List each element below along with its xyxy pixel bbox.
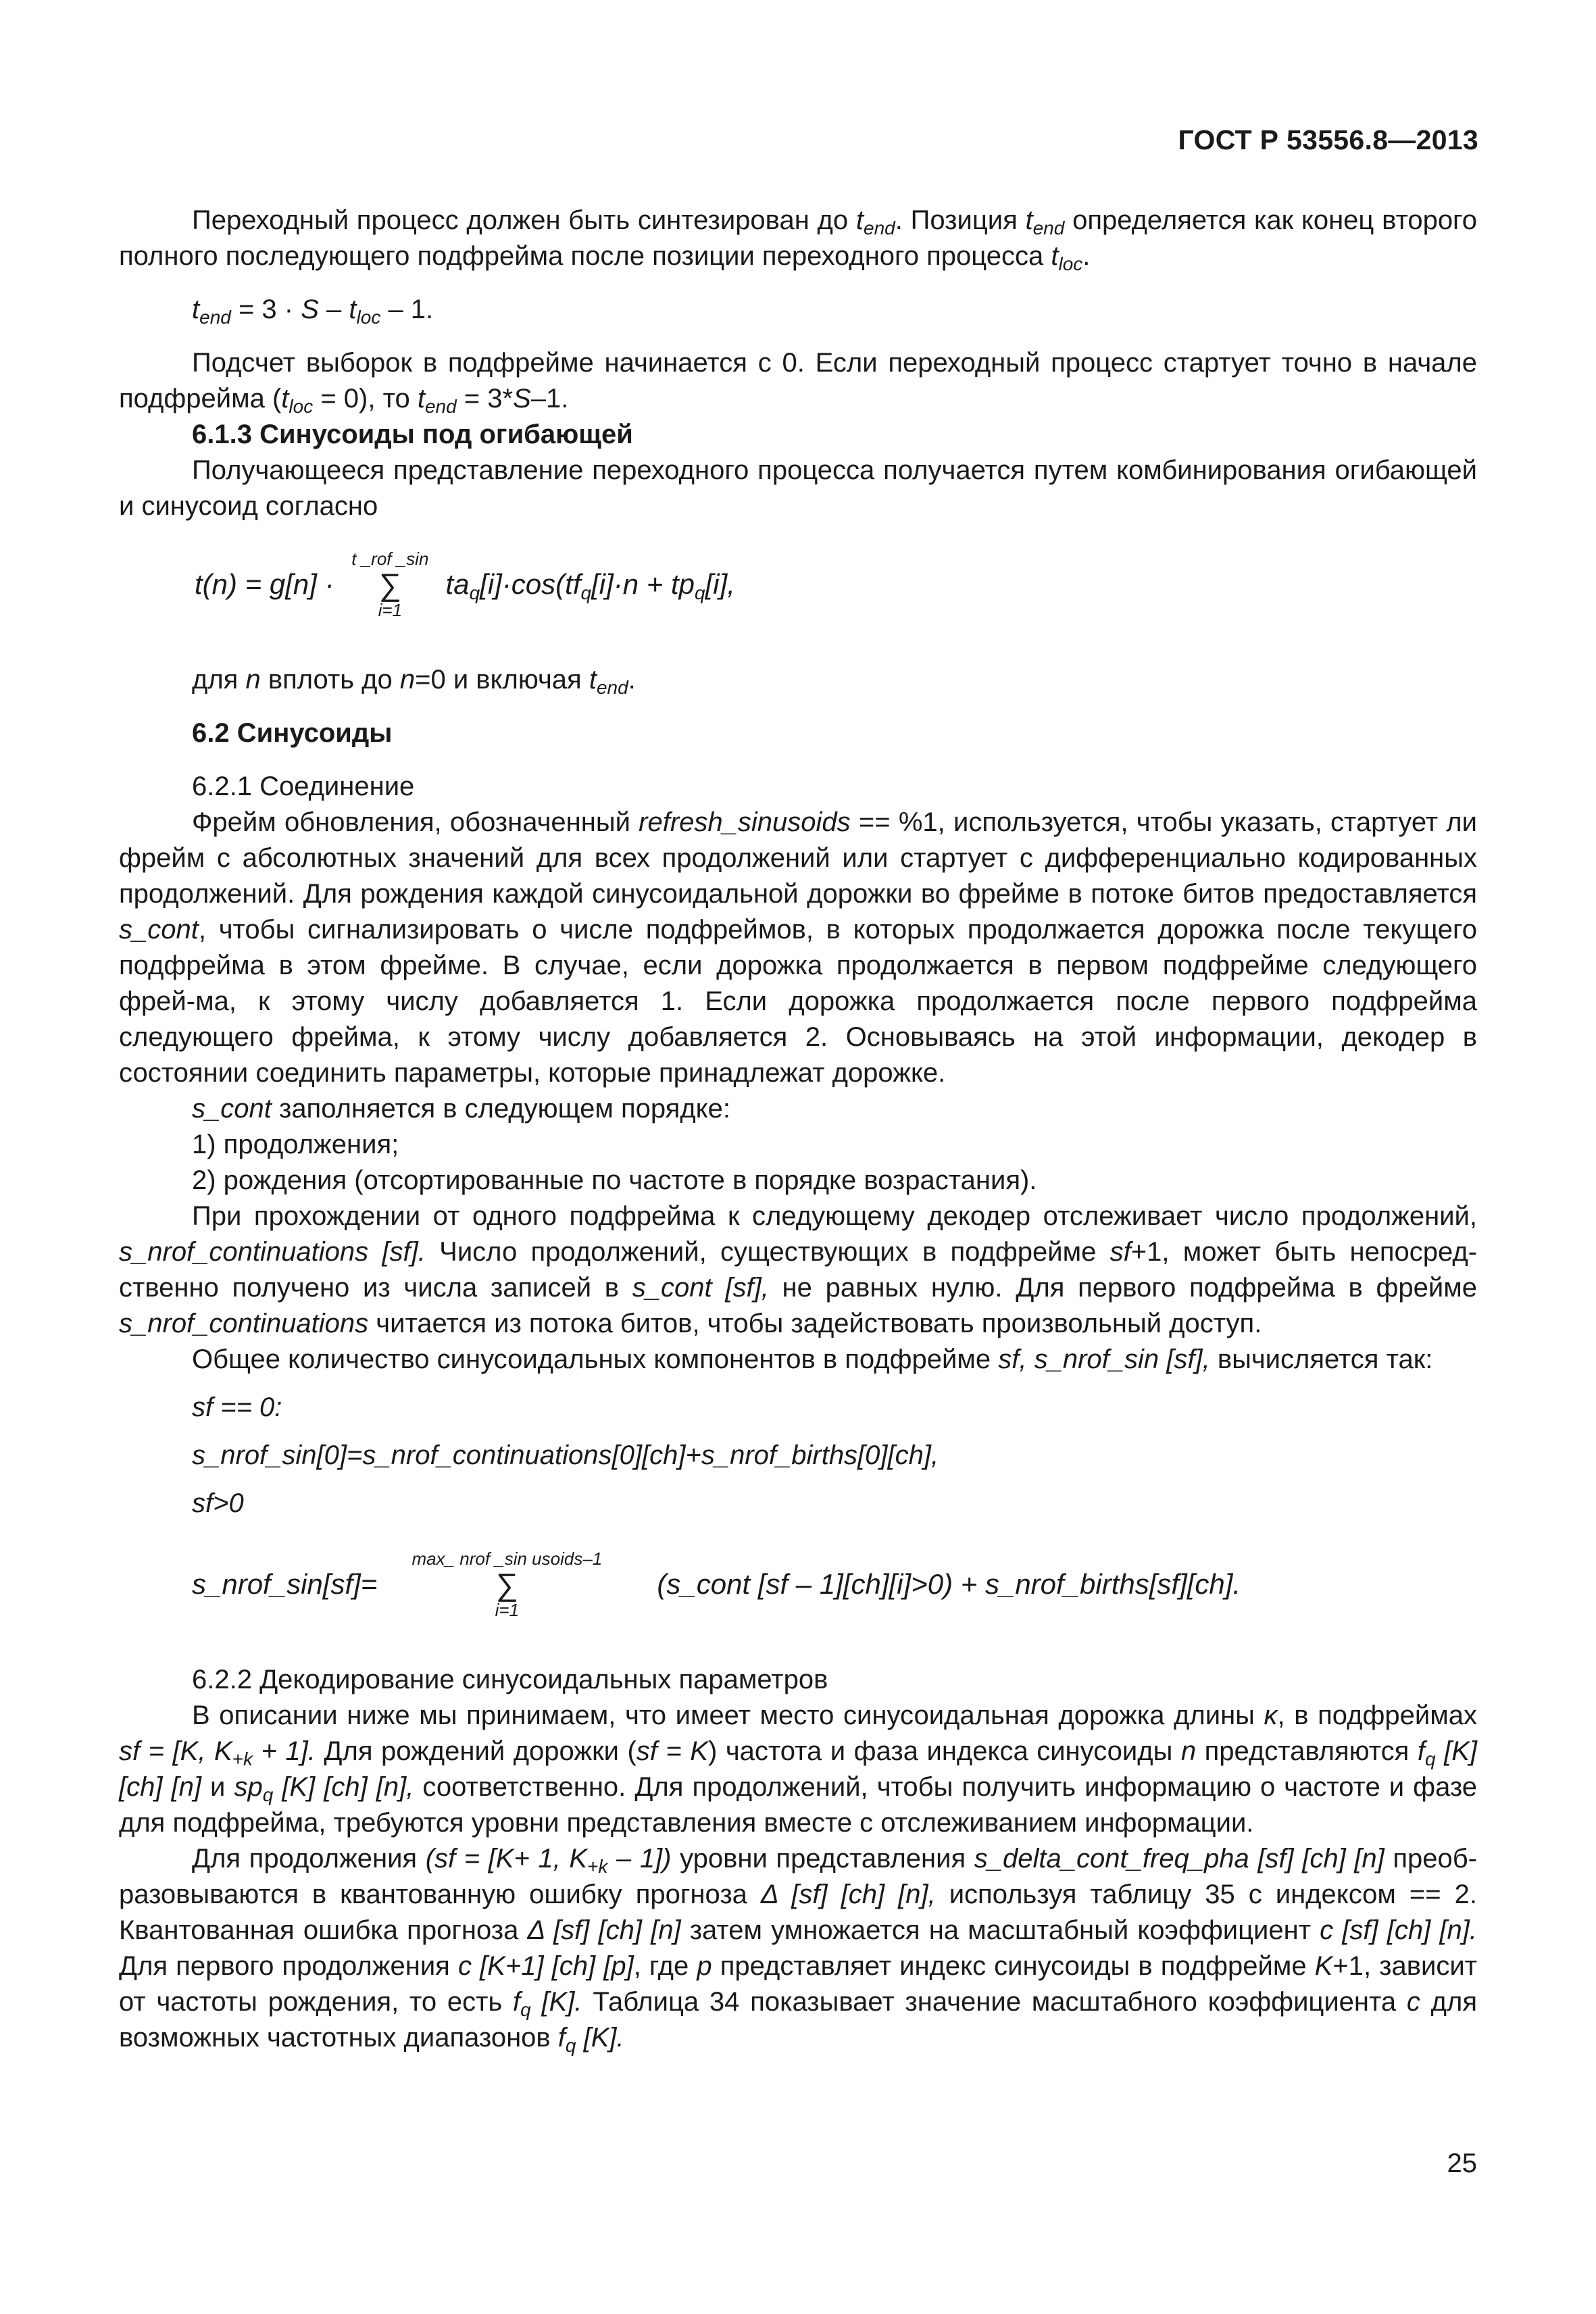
heading-6-1-3: 6.1.3 Синусоиды под огибающей	[192, 420, 633, 449]
paragraph-continuation-decoding: Для продолжения (sf = [K+ 1, $K_{+k} - 1$]) уровни представления s_delta_cont_freq_pha [sf] [ch] [n] преоб-разовываются в квантованную ошибку прогноза Δ [sf] [ch] [n], используя таблицу 35 с индексом == 2. Квантованная ошибка прогноза Δ [sf] [ch] [n] затем умножается на масштабный коэффициент c [sf] [ch] [n]. Для первого продолжения c [K+1] [ch] [p], где p представляет индекс синусоиды в подфрейме K+1, зависит от частоты рождения, то есть $f_q$ [K]. Таблица 34 показывает значение масштабного коэффициента c для возможных частотных диапазонов $f_q$ [K].	[119, 1844, 1478, 2056]
list-item-continuations: 1) продолжения;	[192, 1130, 399, 1159]
paragraph-sinusoid-track: В описании ниже мы принимаем, что имеет место синусоидальная дорожка длины κ, в подфреймах sf = [K, $K_{+k} + 1$]. Для рождений дорожки (sf = K) частота и фаза индекса синусоиды n представляются $f_q$ [K] [ch] [n] и $sp_q$ [K] [ch] [n], соответственно. Для продолжений, чтобы получить информацию о частоте и фазе для подфрейма, требуются уровни представления вместе с отслеживанием информации.	[119, 1701, 1478, 1838]
equation-sf-zero: sf == 0:	[192, 1392, 282, 1422]
document-header: ГОСТ Р 53556.8—2013	[1178, 124, 1478, 155]
page-number: 25	[1447, 2148, 1477, 2178]
formula-nrof-sin: s_nrof_sin[sf]= max_ nrof _sin usoids–1 ∑ i=1 (s_cont [sf – 1][ch][i]>0) + s_nrof_births[sf][ch].	[192, 1549, 1241, 1620]
paragraph-envelope-combination: Получающееся представление переходного процесса получается путем комбинирования огибающей и синусоид согласно	[119, 455, 1477, 521]
equation-sf-positive: sf>0	[192, 1488, 244, 1518]
heading-6-2-1: 6.2.1 Соединение	[192, 772, 415, 801]
summation-symbol: t _rof _sin ∑ i=1	[351, 549, 429, 620]
formula-transient: t(n) = g[n] · t _rof _sin ∑ i=1 $ta_q[i]\cdot\cos(tf_q[i]\cdot n + tp_q[i]$,	[195, 549, 735, 620]
document-body	[119, 203, 1477, 2056]
paragraph-s-cont-order: s_cont заполняется в следующем порядке:	[192, 1094, 730, 1124]
heading-6-2: 6.2 Синусоиды	[192, 718, 393, 748]
paragraph-refresh-frame: Фрейм обновления, обозначенный refresh_sinusoids == %1, используется, чтобы указать, стартует ли фрейм с абсолютных значений для всех продолжений или стартует с дифференциально кодированных продолжений. Для рождения каждой синусоидальной дорожки во фрейме в потоке битов предоставляется s_cont, чтобы сигнализировать о числе подфреймов, в которых продолжается дорожка после текущего подфрейма в этом фрейме. В случае, если дорожка продолжается в первом подфрейме следующего фрей-ма, к этому числу добавляется 1. Если дорожка продолжается после первого подфрейма следующего фрейма, к этому числу добавляется 2. Основываясь на этой информации, декодер в состоянии соединить параметры, которые принадлежат дорожке.	[119, 807, 1477, 1088]
heading-6-2-2: 6.2.2 Декодирование синусоидальных параметров	[192, 1665, 828, 1694]
equation-nrof-sin-zero: s_nrof_sin[0]=s_nrof_continuations[0][ch]+s_nrof_births[0][ch],	[192, 1440, 939, 1470]
summation-symbol: max_ nrof _sin usoids–1 ∑ i=1	[412, 1549, 603, 1620]
equation-tend: $t_{end} = 3 \cdot S - t_{loc} - 1$.	[192, 295, 434, 328]
list-item-births: 2) рождения (отсортированные по частоте в порядке возрастания).	[192, 1165, 1037, 1195]
paragraph-n-range: для n вплоть до n=0 и включая $t_{end}$.	[192, 665, 636, 698]
paragraph-total-sinusoids: Общее количество синусоидальных компонентов в подфрейме sf, s_nrof_sin [sf], вычисляется так:	[192, 1344, 1433, 1374]
paragraph-sample-count: Подсчет выборок в подфрейме начинается с 0. Если переходный процесс стартует точно в начале подфрейма $(t_{loc} = 0)$, то $t_{end} = 3*S-1$.	[119, 348, 1477, 417]
paragraph-tend-definition: Переходный процесс должен быть синтезирован до $t_{end}$. Позиция $t_{end}$ определяется как конец второго полного последующего подфрейма после позиции переходного процесса $t_{loc}$.	[119, 205, 1478, 274]
paragraph-continuation-tracking: При прохождении от одного подфрейма к следующему декодер отслеживает число продолжений, s_nrof_continuations [sf]. Число продолжений, существующих в подфрейме sf+1, может быть непосред-ственно получено из числа записей в s_cont [sf], не равных нулю. Для первого подфрейма в фрейме s_nrof_continuations читается из потока битов, чтобы задействовать произвольный доступ.	[119, 1201, 1477, 1338]
